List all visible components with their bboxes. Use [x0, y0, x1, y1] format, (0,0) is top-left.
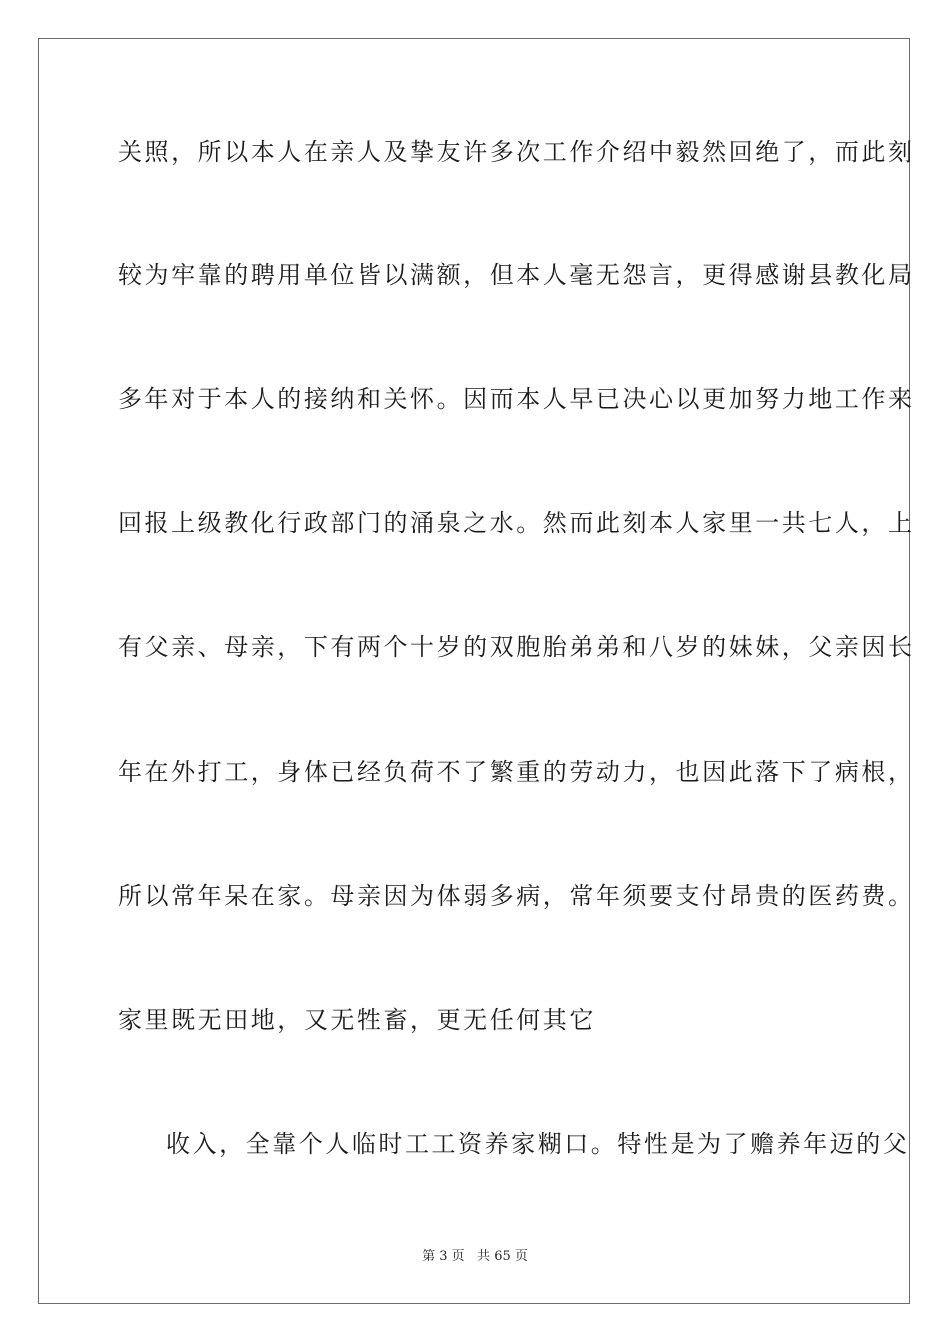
body-line-5: 有父亲、母亲，下有两个十岁的双胞胎弟弟和八岁的妹妹，父亲因长	[118, 633, 915, 661]
body-line-1: 关照，所以本人在亲人及挚友许多次工作介绍中毅然回绝了，而此刻	[118, 138, 915, 166]
body-line-6: 年在外打工，身体已经负荷不了繁重的劳动力，也因此落下了病根，	[118, 758, 915, 786]
body-line-2: 较为牢靠的聘用单位皆以满额，但本人毫无怨言，更得感谢县教化局	[118, 261, 915, 289]
body-line-8: 家里既无田地，又无牲畜，更无任何其它	[118, 1006, 596, 1034]
body-line-3: 多年对于本人的接纳和关怀。因而本人早已决心以更加努力地工作来	[118, 385, 915, 413]
body-line-7: 所以常年呆在家。母亲因为体弱多病，常年须要支付昂贵的医药费。	[118, 882, 915, 910]
body-line-4: 回报上级教化行政部门的涌泉之水。然而此刻本人家里一共七人，上	[118, 509, 915, 537]
body-line-9: 收入，全靠个人临时工工资养家糊口。特性是为了赡养年迈的父	[166, 1130, 910, 1158]
page-number-footer: 第 3 页 共 65 页	[422, 1249, 528, 1264]
page-border	[38, 38, 915, 1304]
